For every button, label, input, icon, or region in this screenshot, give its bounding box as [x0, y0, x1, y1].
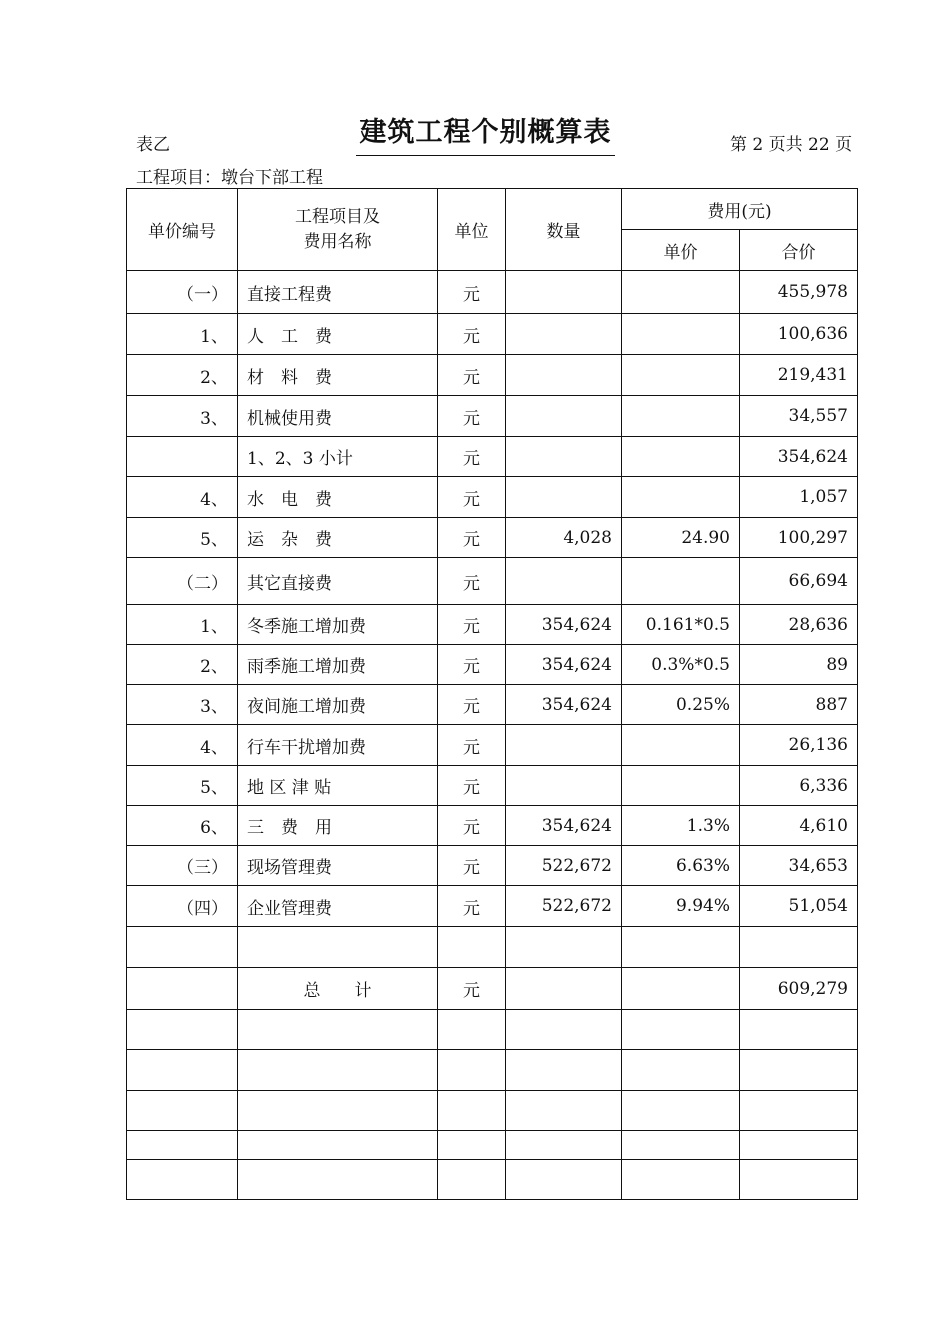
table-row — [127, 725, 858, 766]
table-row — [127, 1010, 858, 1050]
cell-unit — [438, 1010, 506, 1050]
cell-code — [127, 437, 238, 477]
cell-quantity — [506, 1091, 622, 1131]
table-row — [127, 396, 858, 437]
cell-unit: 元 — [438, 605, 506, 645]
header-total: 合价 — [740, 230, 858, 271]
cell-unit-price — [622, 1160, 740, 1200]
cell-unit-price: 0.25% — [622, 685, 740, 725]
cell-quantity — [506, 927, 622, 968]
cell-code: 3、 — [127, 685, 238, 725]
cell-code: 1、 — [127, 314, 238, 355]
cell-unit: 元 — [438, 645, 506, 685]
cell-code — [127, 1091, 238, 1131]
cell-code — [127, 968, 238, 1010]
cell-code — [127, 927, 238, 968]
table-row — [127, 477, 858, 518]
table-row — [127, 314, 858, 355]
cell-code — [127, 1050, 238, 1091]
table-row — [127, 605, 858, 645]
cell-total: 455,978 — [740, 271, 858, 314]
cell-total — [740, 1050, 858, 1091]
cell-name — [238, 927, 438, 968]
cell-unit: 元 — [438, 355, 506, 396]
cell-total: 28,636 — [740, 605, 858, 645]
cell-quantity: 354,624 — [506, 645, 622, 685]
cell-unit: 元 — [438, 477, 506, 518]
cell-name: 其它直接费 — [238, 558, 438, 605]
cell-total: 100,297 — [740, 518, 858, 558]
cell-unit: 元 — [438, 396, 506, 437]
cell-unit: 元 — [438, 725, 506, 766]
cell-code: 6、 — [127, 806, 238, 846]
cell-name — [238, 1010, 438, 1050]
cell-quantity: 4,028 — [506, 518, 622, 558]
cell-name — [238, 1131, 438, 1160]
cell-code: （二） — [127, 558, 238, 605]
cell-name: 企业管理费 — [238, 886, 438, 927]
cell-unit: 元 — [438, 558, 506, 605]
cell-quantity: 354,624 — [506, 685, 622, 725]
cell-total — [740, 1010, 858, 1050]
cell-total: 6,336 — [740, 766, 858, 806]
table-row — [127, 1091, 858, 1131]
cell-total: 1,057 — [740, 477, 858, 518]
cell-total — [740, 1160, 858, 1200]
cell-quantity — [506, 396, 622, 437]
cell-unit-price: 6.63% — [622, 846, 740, 886]
cell-unit-price — [622, 1091, 740, 1131]
cell-unit: 元 — [438, 314, 506, 355]
table-row — [127, 927, 858, 968]
cell-unit-price — [622, 271, 740, 314]
cell-quantity — [506, 1050, 622, 1091]
cell-code: 3、 — [127, 396, 238, 437]
header-unit: 单位 — [438, 189, 506, 271]
cell-name: 人 工 费 — [238, 314, 438, 355]
cell-name: 直接工程费 — [238, 271, 438, 314]
cell-total: 34,557 — [740, 396, 858, 437]
document-title: 建筑工程个别概算表 — [356, 110, 615, 156]
table-row — [127, 766, 858, 806]
cell-quantity — [506, 968, 622, 1010]
cell-unit-price — [622, 1010, 740, 1050]
cell-total: 219,431 — [740, 355, 858, 396]
header-cost: 费用(元) — [622, 189, 858, 230]
cell-total: 100,636 — [740, 314, 858, 355]
cell-unit: 元 — [438, 766, 506, 806]
header-name-line1: 工程项目及 — [295, 206, 380, 227]
cell-quantity — [506, 1160, 622, 1200]
cell-unit-price — [622, 477, 740, 518]
cell-unit-price: 1.3% — [622, 806, 740, 846]
cell-unit-price: 9.94% — [622, 886, 740, 927]
cell-name: 冬季施工增加费 — [238, 605, 438, 645]
project-name: 工程项目：墩台下部工程 — [136, 168, 323, 188]
cell-name: 材 料 费 — [238, 355, 438, 396]
cell-code: （三） — [127, 846, 238, 886]
cell-quantity — [506, 314, 622, 355]
cell-code — [127, 1160, 238, 1200]
cell-total: 354,624 — [740, 437, 858, 477]
cell-unit: 元 — [438, 685, 506, 725]
page-info: 第 2 页共 22 页 — [730, 135, 853, 155]
cell-unit-price — [622, 1131, 740, 1160]
table-body — [127, 271, 858, 1200]
cell-name: 雨季施工增加费 — [238, 645, 438, 685]
cell-unit-price — [622, 968, 740, 1010]
cell-name: 现场管理费 — [238, 846, 438, 886]
cell-code: 4、 — [127, 725, 238, 766]
cell-total — [740, 1091, 858, 1131]
header-quantity: 数量 — [506, 189, 622, 271]
cell-code — [127, 1131, 238, 1160]
table-row — [127, 806, 858, 846]
cell-code: 5、 — [127, 518, 238, 558]
cell-total: 66,694 — [740, 558, 858, 605]
cell-code — [127, 1010, 238, 1050]
cell-quantity — [506, 725, 622, 766]
table-row — [127, 968, 858, 1010]
cell-code: 1、 — [127, 605, 238, 645]
cell-name: 运 杂 费 — [238, 518, 438, 558]
cell-total: 34,653 — [740, 846, 858, 886]
cell-unit-price — [622, 314, 740, 355]
table-row — [127, 1160, 858, 1200]
cell-name: 地 区 津 贴 — [238, 766, 438, 806]
cell-unit-price: 24.90 — [622, 518, 740, 558]
cell-unit: 元 — [438, 886, 506, 927]
cell-unit-price — [622, 725, 740, 766]
cell-code: （一） — [127, 271, 238, 314]
cell-name: 夜间施工增加费 — [238, 685, 438, 725]
cell-code: （四） — [127, 886, 238, 927]
header-name — [238, 189, 438, 271]
cell-quantity: 354,624 — [506, 605, 622, 645]
cell-unit-price — [622, 766, 740, 806]
cell-quantity — [506, 477, 622, 518]
table-row — [127, 1131, 858, 1160]
cell-unit: 元 — [438, 518, 506, 558]
cell-name — [238, 1050, 438, 1091]
cell-total: 4,610 — [740, 806, 858, 846]
cell-quantity: 522,672 — [506, 846, 622, 886]
header-unit-price: 单价 — [622, 230, 740, 271]
table-row — [127, 645, 858, 685]
cell-quantity: 522,672 — [506, 886, 622, 927]
cell-unit: 元 — [438, 437, 506, 477]
table-row — [127, 846, 858, 886]
cell-total: 887 — [740, 685, 858, 725]
table-row — [127, 886, 858, 927]
cell-quantity — [506, 355, 622, 396]
cell-name: 行车干扰增加费 — [238, 725, 438, 766]
cell-quantity — [506, 558, 622, 605]
cell-unit: 元 — [438, 806, 506, 846]
cell-total — [740, 927, 858, 968]
cell-unit-price — [622, 927, 740, 968]
cell-total — [740, 1131, 858, 1160]
table-row — [127, 355, 858, 396]
cell-quantity — [506, 271, 622, 314]
cell-total: 26,136 — [740, 725, 858, 766]
cell-total: 89 — [740, 645, 858, 685]
cell-name: 水 电 费 — [238, 477, 438, 518]
cell-unit-price — [622, 355, 740, 396]
cell-name: 总 计 — [238, 968, 438, 1010]
cell-quantity — [506, 766, 622, 806]
cell-unit — [438, 1091, 506, 1131]
table-row — [127, 518, 858, 558]
cell-unit — [438, 927, 506, 968]
cell-name: 三 费 用 — [238, 806, 438, 846]
cell-unit — [438, 1160, 506, 1200]
cell-unit-price: 0.3%*0.5 — [622, 645, 740, 685]
cell-unit: 元 — [438, 271, 506, 314]
cell-code: 2、 — [127, 645, 238, 685]
cell-code: 4、 — [127, 477, 238, 518]
form-label: 表乙 — [136, 135, 170, 155]
cell-quantity — [506, 1010, 622, 1050]
table-row — [127, 685, 858, 725]
cell-unit-price — [622, 396, 740, 437]
cell-quantity — [506, 1131, 622, 1160]
cell-quantity: 354,624 — [506, 806, 622, 846]
cell-unit: 元 — [438, 968, 506, 1010]
cell-name — [238, 1160, 438, 1200]
cell-code: 2、 — [127, 355, 238, 396]
cell-total: 51,054 — [740, 886, 858, 927]
cell-unit: 元 — [438, 846, 506, 886]
cell-total: 609,279 — [740, 968, 858, 1010]
cell-unit-price — [622, 437, 740, 477]
cost-table — [126, 188, 858, 1200]
table-row — [127, 558, 858, 605]
cell-unit — [438, 1050, 506, 1091]
cell-quantity — [506, 437, 622, 477]
cell-name — [238, 1091, 438, 1131]
header-code: 单价编号 — [127, 189, 238, 271]
table-row — [127, 271, 858, 314]
table-row — [127, 1050, 858, 1091]
cell-unit-price: 0.161*0.5 — [622, 605, 740, 645]
cell-name: 机械使用费 — [238, 396, 438, 437]
cell-name: 1、2、3 小计 — [238, 437, 438, 477]
table-row — [127, 437, 858, 477]
header-name-line2: 费用名称 — [303, 231, 372, 252]
cell-unit — [438, 1131, 506, 1160]
cell-unit-price — [622, 558, 740, 605]
cell-code: 5、 — [127, 766, 238, 806]
cell-unit-price — [622, 1050, 740, 1091]
